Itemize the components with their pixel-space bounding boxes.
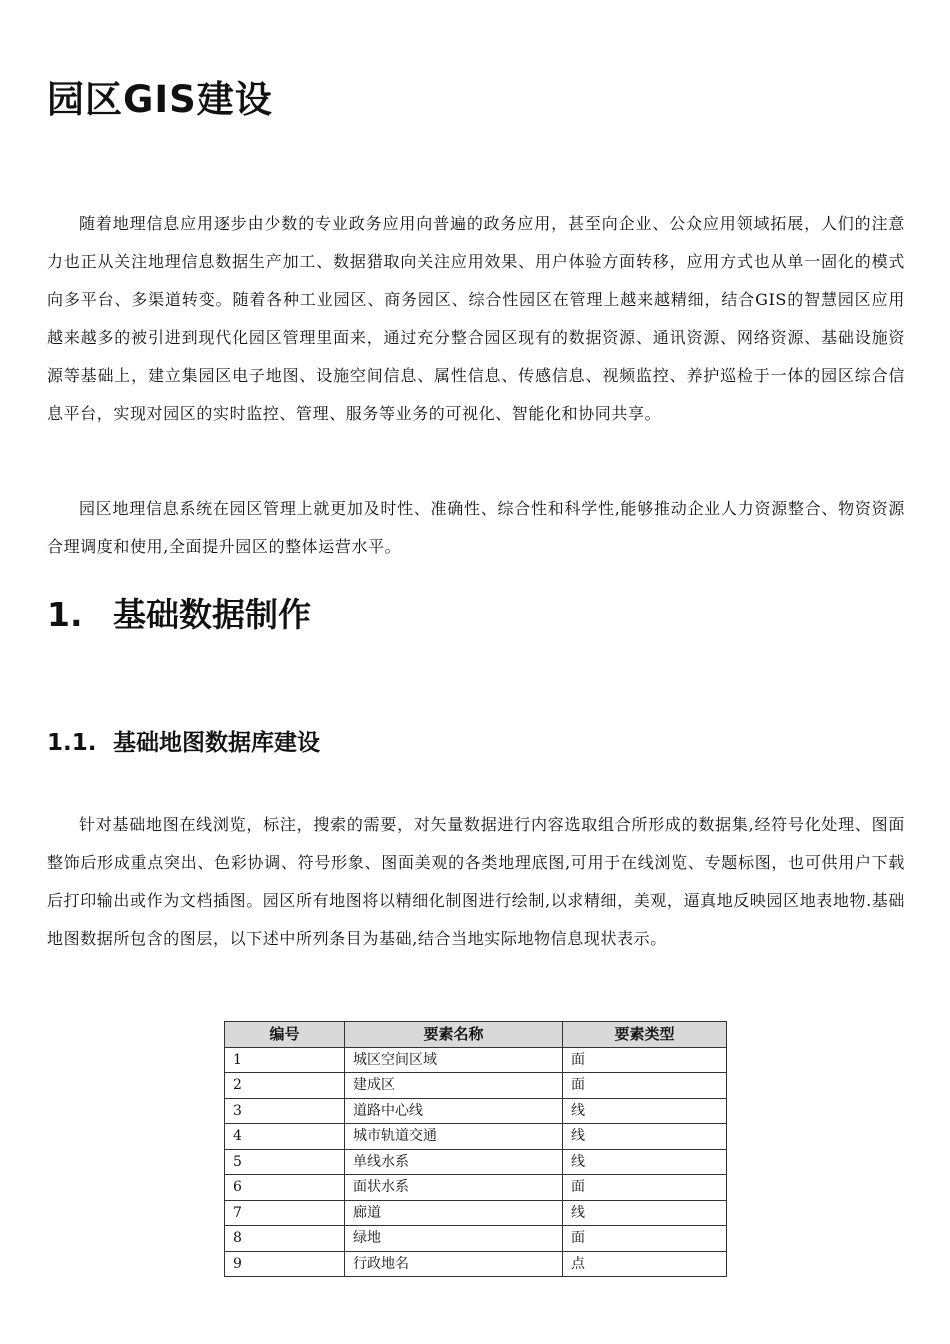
table-row xyxy=(225,1047,727,1073)
row-feature-type: 面 xyxy=(563,1226,727,1252)
table-row xyxy=(225,1200,727,1226)
table-row xyxy=(225,1251,727,1277)
row-feature-name: 面状水系 xyxy=(345,1175,563,1201)
row-feature-type: 面 xyxy=(563,1073,727,1099)
section-1-number: 1. xyxy=(47,595,83,634)
section-1-title: 基础数据制作 xyxy=(113,595,311,634)
row-number: 3 xyxy=(225,1098,345,1124)
row-feature-type: 线 xyxy=(563,1098,727,1124)
row-number: 5 xyxy=(225,1149,345,1175)
section-1-1-heading xyxy=(47,723,320,763)
row-number: 8 xyxy=(225,1226,345,1252)
row-feature-name: 建成区 xyxy=(345,1073,563,1099)
row-number: 9 xyxy=(225,1251,345,1277)
intro-paragraph-2: 园区地理信息系统在园区管理上就更加及时性、准确性、综合性和科学性,能够推动企业人力资源整合、物资资源合理调度和使用,全面提升园区的整体运营水平。 xyxy=(47,499,905,556)
header-feature-type: 要素类型 xyxy=(563,1022,727,1048)
table-row xyxy=(225,1149,727,1175)
table-row xyxy=(225,1226,727,1252)
row-feature-type: 面 xyxy=(563,1175,727,1201)
table-header-row xyxy=(225,1022,727,1048)
row-number: 4 xyxy=(225,1124,345,1150)
row-feature-type: 线 xyxy=(563,1200,727,1226)
row-number: 2 xyxy=(225,1073,345,1099)
row-feature-name: 行政地名 xyxy=(345,1251,563,1277)
table-row xyxy=(225,1175,727,1201)
row-feature-name: 城区空间区域 xyxy=(345,1047,563,1073)
row-number: 6 xyxy=(225,1175,345,1201)
row-feature-name: 绿地 xyxy=(345,1226,563,1252)
table-row xyxy=(225,1124,727,1150)
row-feature-type: 点 xyxy=(563,1251,727,1277)
table-row xyxy=(225,1073,727,1099)
intro-paragraph-1: 随着地理信息应用逐步由少数的专业政务应用向普遍的政务应用，甚至向企业、公众应用领域拓展，人们的注意力也正从关注地理信息数据生产加工、数据猎取向关注应用效果、用户体验方面转移，应用方式也从单一固化的模式向多平台、多渠道转变。随着各种工业园区、商务园区、综合性园区在管理上越来越精细，结合GIS的智慧园区应用越来越多的被引进到现代化园区管理里面来，通过充分整合园区现有的数据资源、通讯资源、网络资源、基础设施资源等基础上，建立集园区电子地图、设施空间信息、属性信息、传感信息、视频监控、养护巡检于一体的园区综合信息平台，实现对园区的实时监控、管理、服务等业务的可视化、智能化和协同共享。 xyxy=(47,214,905,423)
row-feature-name: 城市轨道交通 xyxy=(345,1124,563,1150)
header-number: 编号 xyxy=(225,1022,345,1048)
section-1-1-paragraph: 针对基础地图在线浏览，标注，搜索的需要，对矢量数据进行内容选取组合所形成的数据集,经符号化处理、图面整饰后形成重点突出、色彩协调、符号形象、图面美观的各类地理底图,可用于在线浏览、专题标图，也可供用户下载后打印输出或作为文档插图。园区所有地图将以精细化制图进行绘制,以求精细，美观，逼真地反映园区地表地物.基础地图数据所包含的图层，以下述中所列条目为基础,结合当地实际地物信息现状表示。 xyxy=(47,815,905,948)
section-1-1-number: 1.1. xyxy=(47,730,97,756)
feature-table xyxy=(224,1021,727,1277)
row-feature-type: 线 xyxy=(563,1149,727,1175)
row-number: 1 xyxy=(225,1047,345,1073)
row-feature-type: 线 xyxy=(563,1124,727,1150)
row-number: 7 xyxy=(225,1200,345,1226)
header-feature-name: 要素名称 xyxy=(345,1022,563,1048)
row-feature-name: 单线水系 xyxy=(345,1149,563,1175)
table-row xyxy=(225,1098,727,1124)
section-1-heading xyxy=(47,590,311,640)
row-feature-name: 道路中心线 xyxy=(345,1098,563,1124)
row-feature-type: 面 xyxy=(563,1047,727,1073)
row-feature-name: 廊道 xyxy=(345,1200,563,1226)
section-1-1-title: 基础地图数据库建设 xyxy=(113,730,320,756)
document-title: 园区GIS建设 xyxy=(47,78,273,121)
